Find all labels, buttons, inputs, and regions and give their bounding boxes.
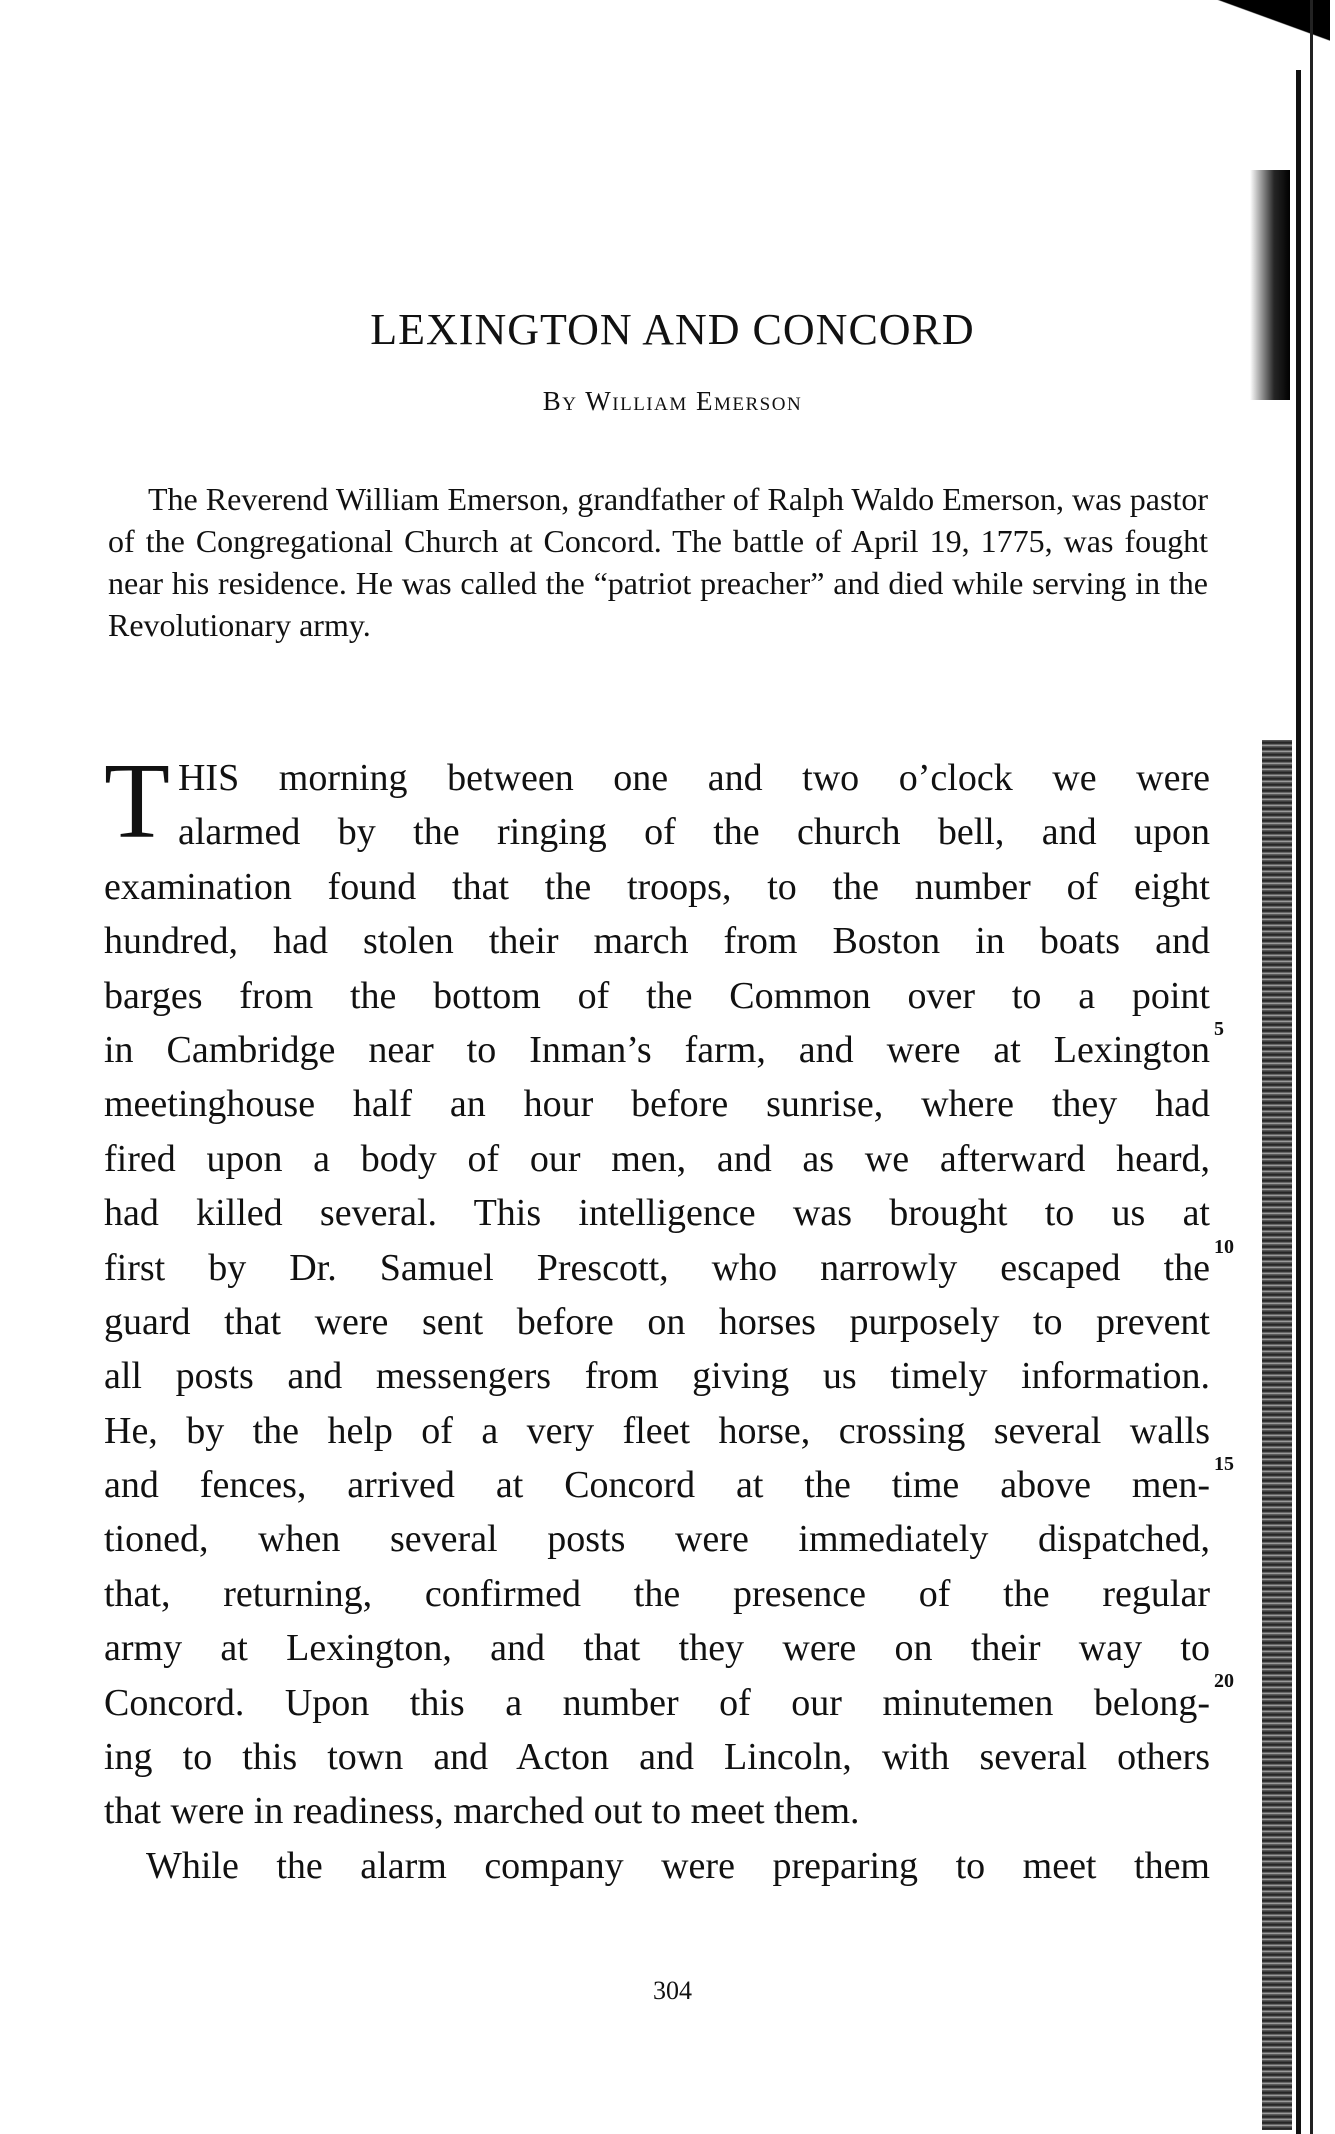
line-number: 15 — [1214, 1453, 1234, 1475]
body-line: hundred, had stolen their march from Boston in boats and — [104, 920, 1210, 963]
body-line: examination found that the troops, to the number of eight — [104, 865, 1210, 908]
body-line: and fences, arrived at Concord at the time above men- — [104, 1464, 1210, 1507]
body-line: barges from the bottom of the Common over to a point — [104, 974, 1210, 1017]
byline: By William Emerson — [542, 386, 803, 416]
body-line: that, returning, confirmed the presence of the regular — [104, 1572, 1210, 1615]
body-line: in Cambridge near to Inman’s farm, and were at Lexington — [104, 1028, 1210, 1071]
body-line: He, by the help of a very fleet horse, crossing several walls — [104, 1409, 1210, 1452]
scan-binding-shadow-top — [1250, 170, 1290, 400]
line-number: 5 — [1214, 1018, 1224, 1040]
body-line: Concord. Upon this a number of our minutemen belong- — [104, 1681, 1210, 1724]
scan-corner-fold — [1180, 0, 1330, 60]
line-number: 20 — [1214, 1670, 1234, 1692]
body-line: While the alarm company were preparing to meet them — [146, 1844, 1210, 1887]
body-line: that were in readiness, marched out to meet them. — [104, 1790, 860, 1833]
scan-binding-edge — [1296, 70, 1301, 2134]
body-line: army at Lexington, and that they were on their way to — [104, 1627, 1210, 1670]
body-line: guard that were sent before on horses purposely to prevent — [104, 1300, 1210, 1343]
body-line: had killed several. This intelligence was brought to us at — [104, 1192, 1210, 1235]
body-line: first by Dr. Samuel Prescott, who narrowly escaped the — [104, 1246, 1210, 1289]
intro-note — [108, 478, 1208, 646]
intro-paragraph: The Reverend William Emerson, grandfather of Ralph Waldo Emerson, was pastor of the Congregational Church at Concord. The battle of April 19, 1775, was fought near his residence. He was called the “patriot preacher” and died while serving in the Revolutionary army. — [108, 481, 1208, 643]
drop-cap: T — [104, 742, 170, 861]
body-line: tioned, when several posts were immediately dispatched, — [104, 1518, 1210, 1561]
line-number: 10 — [1214, 1236, 1234, 1258]
page-number: 304 — [653, 1976, 692, 2005]
body-line: alarmed by the ringing of the church bell, and upon — [177, 811, 1210, 854]
page-title: LEXINGTON AND CONCORD — [370, 305, 975, 354]
body-line: ing to this town and Acton and Lincoln, with several others — [104, 1736, 1210, 1779]
body-text — [104, 742, 1210, 1893]
body-line: all posts and messengers from giving us timely information. — [104, 1355, 1210, 1398]
body-line: fired upon a body of our men, and as we afterward heard, — [104, 1137, 1210, 1180]
body-line: HIS morning between one and two o’clock we were — [177, 757, 1210, 799]
body-line: meetinghouse half an hour before sunrise, where they had — [104, 1083, 1210, 1126]
scan-binding-shadow — [1262, 740, 1292, 2130]
